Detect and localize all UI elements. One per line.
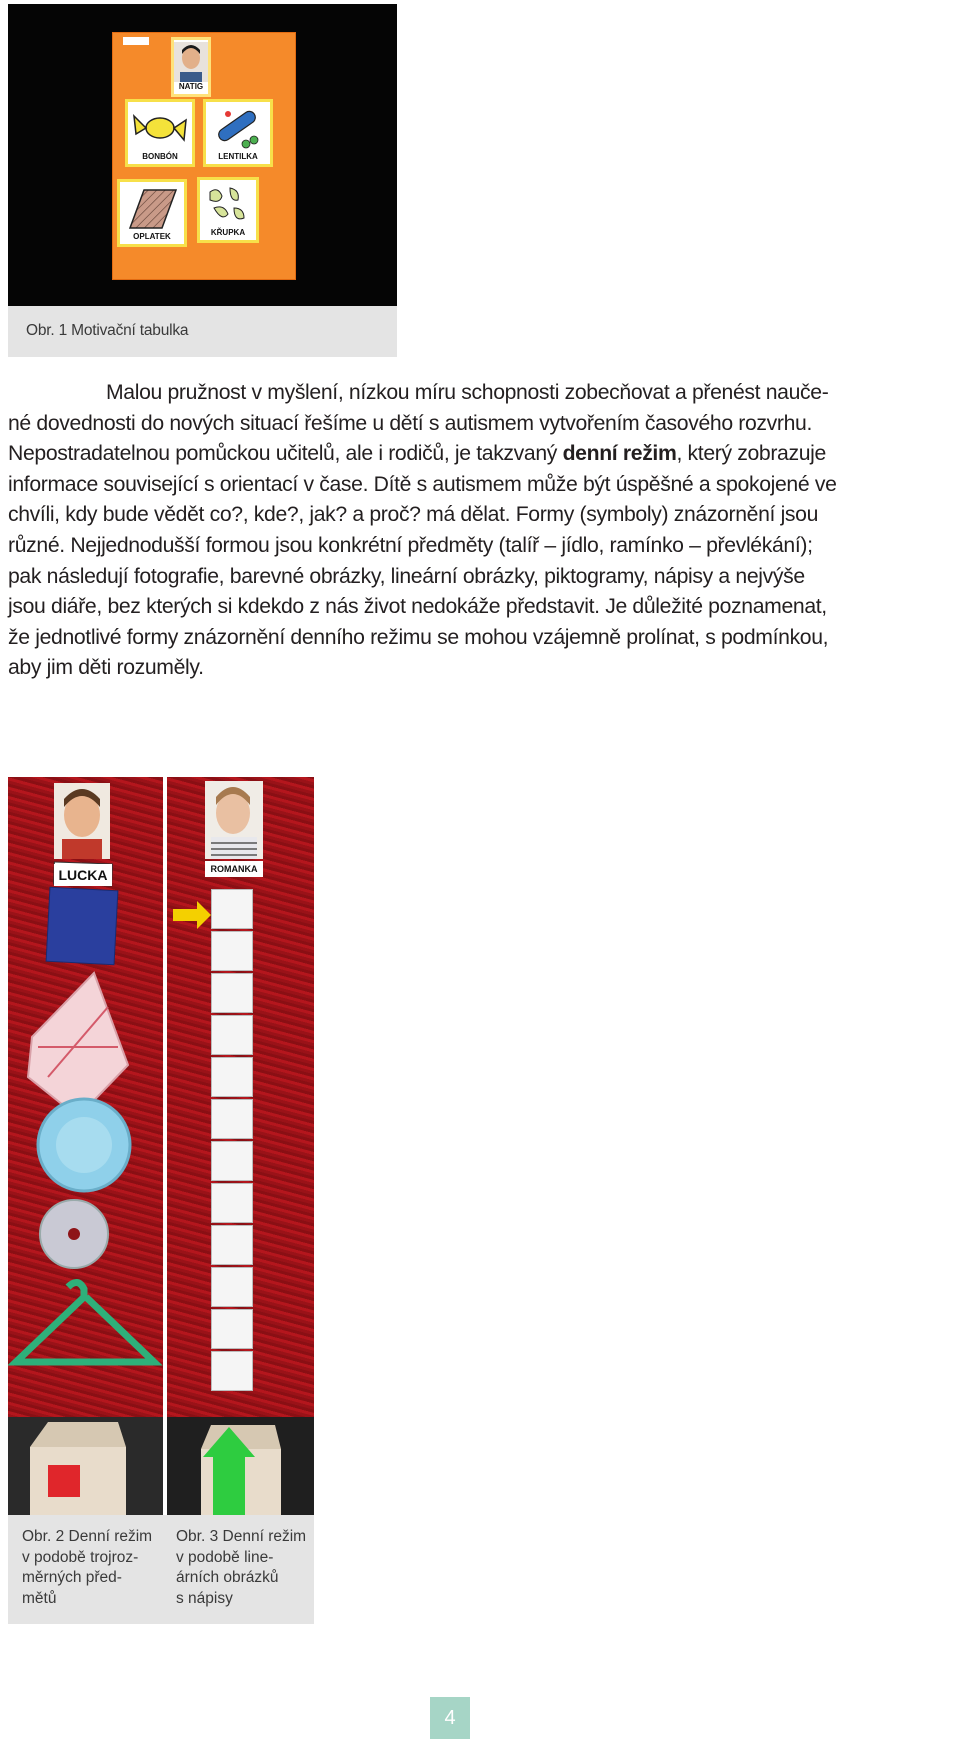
body-paragraph	[8, 378, 960, 684]
figure-1-caption: Obr. 1 Motivační tabulka	[26, 322, 189, 339]
child-name-label: NATIG	[178, 82, 204, 91]
schedule-card	[211, 973, 253, 1013]
card-oplatek: OPLATEK	[117, 179, 187, 247]
schedule-card	[211, 1267, 253, 1307]
card-lentilka: LENTILKA	[203, 99, 273, 167]
paragraph-line: jsou diáře, bez kterých si kdekdo z nás život nedokáže představit. Je důležité poznamenat,	[8, 595, 827, 619]
paragraph-line: Malou pružnost v myšlení, nízkou míru schopnosti zobecňovat a přenést nauče-	[106, 381, 829, 404]
page-number-badge	[430, 1697, 470, 1739]
schedule-card	[211, 1099, 253, 1139]
schedule-card	[211, 1225, 253, 1265]
paragraph-line: informace související s orientací v čase. Dítě s autismem může být úspěšné a spokojené ve	[8, 472, 837, 496]
card-bonbon: BONBÓN	[125, 99, 195, 167]
child-name-tag: LUCKA	[54, 864, 112, 886]
paragraph-line: různé. Nejjednodušší formou jsou konkrétní předměty (talíř – jídlo, ramínko – převlékání);	[8, 533, 813, 557]
schedule-card	[211, 1351, 253, 1391]
figure-2-photo	[8, 777, 163, 1515]
figure-2-3-caption-box	[8, 1515, 314, 1624]
candy-icon	[128, 104, 192, 152]
paragraph-line: pak následují fotografie, barevné obrázky, lineární obrázky, piktogramy, nápisy a nejvýše	[8, 564, 805, 588]
schedule-card	[211, 1309, 253, 1349]
figure-1-caption-box	[8, 306, 397, 357]
wafer-icon	[120, 184, 184, 234]
card-krupka: KŘUPKA	[197, 177, 259, 243]
candy-tube-icon	[206, 104, 270, 152]
figure-3-caption: Obr. 3 Denní režim v podobě line- árních obrázků s nápisy	[176, 1528, 307, 1607]
emphasis-denni-rezim: denní režim	[562, 442, 677, 466]
schedule-card	[211, 1015, 253, 1055]
child-portrait-icon	[174, 42, 208, 82]
page-number: 4	[444, 1707, 456, 1729]
schedule-card	[211, 1057, 253, 1097]
schedule-card	[211, 889, 253, 929]
paragraph-line: Nepostradatelnou pomůckou učitelů, ale i rodičů, je takzvaný denní režim, který zobrazuje	[8, 442, 826, 466]
object-schedule-illustration	[8, 777, 163, 1515]
paragraph-line: že jednotlivé formy znázornění denního režimu se mohou vzájemně prolínat, s podmínkou,	[8, 625, 829, 649]
paragraph-line: chvíli, kdy bude vědět co?, kde?, jak? a proč? má dělat. Formy (symboly) znázornění jsou	[8, 503, 819, 527]
paragraph-line: aby jim děti rozuměly.	[8, 656, 204, 680]
paragraph-line: né dovednosti do nových situací řešíme u dětí s autismem vytvořením časového rozvrhu.	[8, 411, 813, 435]
schedule-card	[211, 1141, 253, 1181]
child-photo-card	[171, 37, 211, 97]
logo-strip	[123, 37, 149, 45]
schedule-card	[211, 931, 253, 971]
crisps-icon	[200, 182, 256, 228]
motivation-board	[112, 32, 296, 280]
figure-3-photo	[167, 777, 314, 1515]
figure-2-caption: Obr. 2 Denní režim v podobě trojroz- měrných před- mětů	[22, 1528, 153, 1607]
child-name-tag: ROMANKA	[205, 861, 263, 877]
figure-1-photo	[8, 4, 397, 306]
schedule-card	[211, 1183, 253, 1223]
